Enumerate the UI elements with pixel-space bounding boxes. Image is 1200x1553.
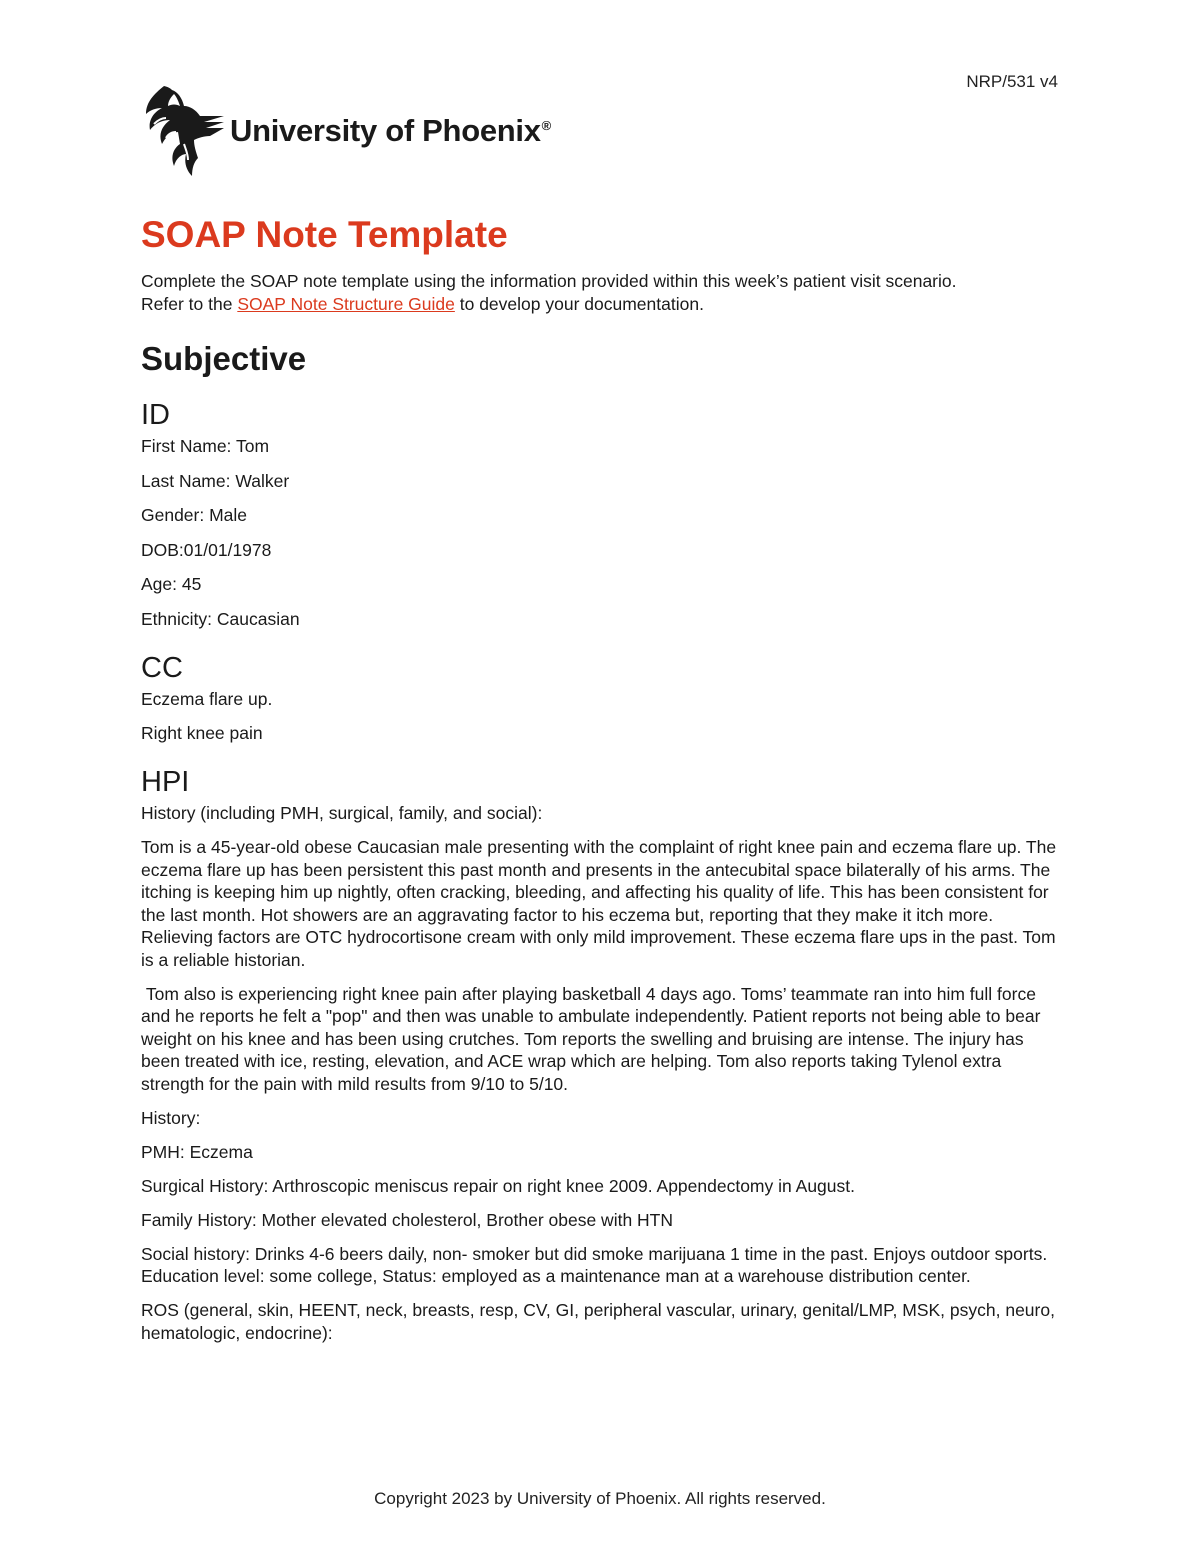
- cc-heading: CC: [141, 651, 183, 684]
- hpi-paragraph-eczema: Tom is a 45-year-old obese Caucasian male presenting with the complaint of right knee pain and eczema flare up. The eczema flare up has been persistent this past month and presents in the antecubital space bilaterally of his arms. The itching is keeping him up nightly, often cracking, bleeding, and affecting his quality of life. This has been consistent for the last month. Hot showers are an aggravating factor to his eczema but, reporting that they make it itch more. Relieving factors are OTC hydrocortisone cream with only mild improvement. These eczema flare ups in the past. Tom is a reliable historian.: [141, 837, 1057, 970]
- last-name-field: Last Name: Walker: [141, 470, 290, 491]
- age-field: Age: 45: [141, 574, 202, 594]
- copyright-footer: Copyright 2023 by University of Phoenix. All rights reserved.: [374, 1489, 826, 1508]
- ros-text: ROS (general, skin, HEENT, neck, breasts, resp, CV, GI, peripheral vascular, urinary, genital/LMP, MSK, psych, neuro, hematologic, endocrine):: [141, 1300, 1055, 1343]
- first-name-field: First Name: Tom: [141, 436, 270, 456]
- gender-field: Gender: Male: [141, 505, 248, 525]
- pmh-text: PMH: Eczema: [141, 1141, 253, 1162]
- cc-item: Eczema flare up.: [141, 688, 273, 709]
- university-logo: [140, 84, 551, 178]
- family-history-text: Family History: Mother elevated cholesterol, Brother obese with HTN: [141, 1209, 674, 1230]
- ethnicity-field: Ethnicity: Caucasian: [141, 608, 300, 629]
- history-label: History (including PMH, surgical, family, and social):: [141, 803, 543, 823]
- id-heading: ID: [141, 399, 170, 431]
- subjective-heading: Subjective: [141, 340, 307, 377]
- hpi-heading: HPI: [141, 766, 190, 798]
- page-code: NRP/531 v4: [966, 72, 1058, 91]
- cc-item: Right knee pain: [141, 723, 263, 743]
- logo-text: University of Phoenix®: [230, 113, 551, 148]
- history-heading: History:: [141, 1107, 201, 1128]
- social-history-text: Social history: Drinks 4-6 beers daily, non- smoker but did smoke marijuana 1 time in the past. Enjoys outdoor sports. Education level: some college, Status: employed as a maintenance man at a warehouse distribution center.: [141, 1243, 1048, 1286]
- intro-text: Complete the SOAP note template using the information provided within this week’s patient visit scenario. Refer to the SOAP Note Structure Guide to develop your documentation.: [141, 271, 957, 314]
- soap-guide-link[interactable]: SOAP Note Structure Guide: [237, 293, 455, 314]
- phoenix-bird-icon: [140, 84, 226, 178]
- hpi-paragraph-knee: Tom also is experiencing right knee pain after playing basketball 4 days ago. Toms’ teammate ran into him full force and he reports he felt a "pop" and then was unable to ambulate independently. Patient reports not being able to bear weight on his knee and has been using crutches. Tom reports the swelling and bruising are intense. The injury has been treated with ice, resting, elevation, and ACE wrap which are helping. Tom also reports taking Tylenol extra strength for the pain with mild results from 9/10 to 5/10.: [141, 983, 1046, 1094]
- dob-field: DOB:01/01/1978: [141, 539, 272, 560]
- surgical-history-text: Surgical History: Arthroscopic meniscus repair on right knee 2009. Appendectomy in August.: [141, 1175, 855, 1196]
- page-title: SOAP Note Template: [141, 214, 508, 255]
- document-body: [141, 210, 1061, 1356]
